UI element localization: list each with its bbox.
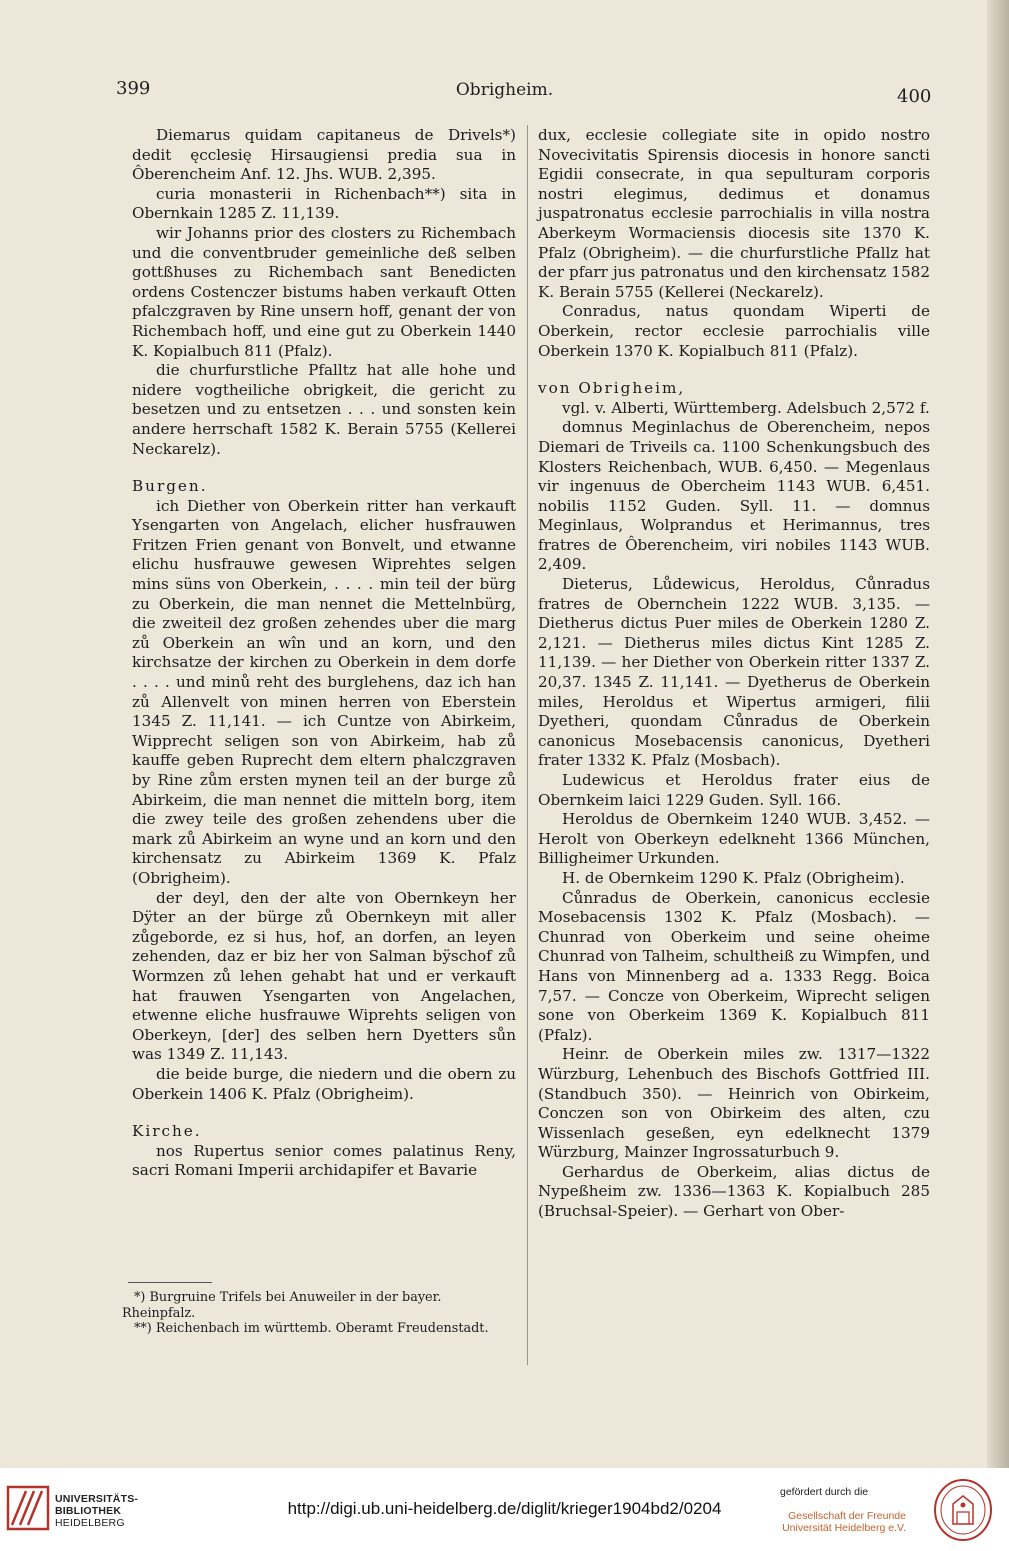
viewer-footer [0,1468,1009,1551]
paragraph: curia monasterii in Richenbach**) sita in Obernkain 1285 Z. 11,139. [132,184,516,223]
paragraph: domnus Meginlachus de Oberencheim, nepos Diemari de Triveils ca. 1100 Schenkungsbuch des Klosters Reichenbach, WUB. 6,450. — Megenlaus vir ingenuus de Obercheim 1143 WUB. 6,451. nobilis 1152 Guden. Syll. 11. — domnus Meginlaus, Wolprandus et Herimannus, tres fratres de Ôberencheim, viri nobiles 1143 WUB. 2,409. [538,418,930,574]
column-divider [527,125,528,1365]
paragraph: der deyl, den der alte von Obernkeyn her Dÿter an der bürge zů Obernkeyn mit aller zůgeborde, ez si hus, hof, an dorfen, an leyen zehenden, daz er biz her von Salman bÿschof zů Wormzen zů lehen gehabt hat und er verkauft hat frauwen Ysengarten von Angelachen, etwenne eliche husfrauwe Wiprehts seligen von Oberkeyn, [der] des selben hern Dyetters sůn was 1349 Z. 11,143. [132,888,516,1064]
paragraph: nos Rupertus senior comes palatinus Reny, sacri Romani Imperii archidapifer et Bavarie [132,1141,516,1180]
sponsor-block[interactable] [780,1486,906,1534]
section-heading-von-obrigheim: von Obrigheim, [538,379,686,398]
page-header [0,78,1009,108]
library-name-line: HEIDELBERG [55,1516,125,1529]
university-seal-icon[interactable] [933,1478,993,1542]
paragraph: Diemarus quidam capitaneus de Drivels*) dedit ęcclesię Hirsaugiensi predia sua in Ôberencheim Anf. 12. Jhs. WUB. 2,395. [132,126,516,184]
paragraph: H. de Obernkeim 1290 K. Pfalz (Obrigheim). [562,868,905,887]
library-name-line: UNIVERSITÄTS- [55,1493,139,1505]
running-title: Obrigheim. [455,80,554,100]
paragraph: Gerhardus de Oberkeim, alias dictus de Nypeßheim zw. 1336—1363 K. Kopialbuch 285 (Bruchsal-Speier). — Gerhart von Ober- [538,1162,930,1221]
page-edge-shadow [987,0,1009,1468]
section-heading-kirche: Kirche. [132,1122,202,1141]
sponsor-name-line1: Gesellschaft der Freunde [788,1510,906,1522]
paragraph: Dieterus, Lůdewicus, Heroldus, Cůnradus fratres de Obernchein 1222 WUB. 3,135. — Dietherus dictus Puer miles de Oberkein 1280 Z. 2,121. — Dietherus miles dictus Kint 1285 Z. 11,139. — her Diether von Oberkein ritter 1337 Z. 20,37. 1345 Z. 11,141. — Dyetherus de Oberkein miles, Heroldus et Wipertus armigeri, filii Dyetheri, quondam Cůnradus de Oberkein canonicus Mosebacensis canonicus, Dyetheri frater 1332 K. Pfalz (Mosbach). [538,575,930,770]
left-column [132,126,516,1181]
paragraph: Heroldus de Obernkeim 1240 WUB. 3,452. — Herolt von Oberkeyn edelkneht 1366 München, Billigheimer Urkunden. [538,810,930,868]
footnotes [118,1290,508,1337]
footnote-rule [128,1282,212,1283]
paragraph: vgl. v. Alberti, Württemberg. Adelsbuch 2,572 f. [562,398,930,417]
permalink-url[interactable]: http://digi.ub.uni-heidelberg.de/diglit/krieger1904bd2/0204 [287,1499,722,1518]
footnote: *) Burgruine Trifels bei Anuweiler in der bayer. Rheinpfalz. [122,1290,442,1321]
sponsor-name-line2: Universität Heidelberg e.V. [782,1522,906,1534]
sponsor-intro: gefördert durch die [780,1486,869,1498]
section-heading-burgen: Burgen. [132,477,208,496]
footnote: **) Reichenbach im württemb. Oberamt Freudenstadt. [134,1321,489,1336]
right-column [538,126,930,1222]
paragraph: die beide burge, die niedern und die obern zu Oberkein 1406 K. Pfalz (Obrigheim). [132,1064,516,1103]
paragraph: die churfurstliche Pfalltz hat alle hohe und nidere vogtheiliche obrigkeit, die gericht zu besetzen und zu entsetzen . . . und sonsten kein andere herrschaft 1582 K. Berain 5755 (Kellerei Neckarelz). [132,361,516,458]
paragraph-continued: dux, ecclesie collegiate site in opido nostro Novecivitatis Spirensis diocesis in honore sancti Egidii consecrate, in qua sepulturam corporis nostri elegimus, dedimus et donamus juspatronatus ecclesie parrochialis in villa nostra Aberkeym Wormaciensis diocesis site 1370 K. Pfalz (Obrigheim). — die churfurstliche Pfallz hat der pfarr jus patronatus und den kirchensatz 1582 K. Berain 5755 (Kellerei (Neckarelz). [538,126,930,301]
paragraph: Ludewicus et Heroldus frater eius de Obernkeim laici 1229 Guden. Syll. 166. [538,771,930,809]
library-name-line: BIBLIOTHEK [55,1504,122,1517]
page-number-left: 399 [116,78,151,99]
page-number-right: 400 [897,86,932,107]
paragraph: wir Johanns prior des closters zu Richembach und die conventbruder gemeinliche deß selben gottßhuses zu Richembach sant Benedicten ordens Costenczer bistums haben verkauft Otten pfalczgraven by Rine unsern hoff, genant der von Richembach hoff, und eine gut zu Oberkein 1440 K. Kopialbuch 811 (Pfalz). [132,223,516,360]
paragraph: Cůnradus de Oberkein, canonicus ecclesie Mosebacensis 1302 K. Pfalz (Mosbach). — Chunrad von Oberkeim und seine oheime Chunrad von Talheim, schultheiß zu Wimpfen, und Hans von Minnenberg ad a. 1333 Regg. Boica 7,57. — Concze von Oberkeim, Wiprecht seligen sone von Oberkeim 1369 K. Kopialbuch 811 (Pfalz). [538,888,930,1044]
paragraph: ich Diether von Oberkein ritter han verkauft Ysengarten von Angelach, elicher husfrauwen Fritzen Frien genant von Bonvelt, und etwanne elichu husfrauwe gewesen Wiprehtes selgen mins süns von Oberkein, . . . . min teil der bürg zu Oberkein, die man nennet die Mettelnbürg, die zweiteil dez großen zehendes uber die marg zů Oberkein an wîn und an korn, und den kirchsatze der kirchen zu Oberkein in dem dorfe . . . . und minů reht des burglehens, daz ich han zů Allenvelt von minen herren von Eberstein 1345 Z. 11,141. — ich Cuntze von Abirkeim, Wipprecht seligen son von Abirkeim, hab zů kauffe geben Ruprecht dem eltern phalczgraven by Rine zům ersten mynen teil an der burge zů Abirkeim, die man nennet die mitteln borg, item die zwey teile des großen zehendens uber die mark zů Abirkeim an wyne und an korn und den kirchensatz zu Abirkeim 1369 K. Pfalz (Obrigheim). [132,496,516,887]
paragraph: Heinr. de Oberkein miles zw. 1317—1322 Würzburg, Lehenbuch des Bischofs Gottfried III. (Standbuch 350). — Heinrich von Obirkeim, Conczen son von Obirkeim des alten, czu Wissenlach geseßen, eyn edelknecht 1379 Würzburg, Mainzer Ingrossaturbuch 9. [538,1045,930,1162]
paragraph: Conradus, natus quondam Wiperti de Oberkein, rector ecclesie parrochialis ville Oberkein 1370 K. Kopialbuch 811 (Pfalz). [538,302,930,360]
